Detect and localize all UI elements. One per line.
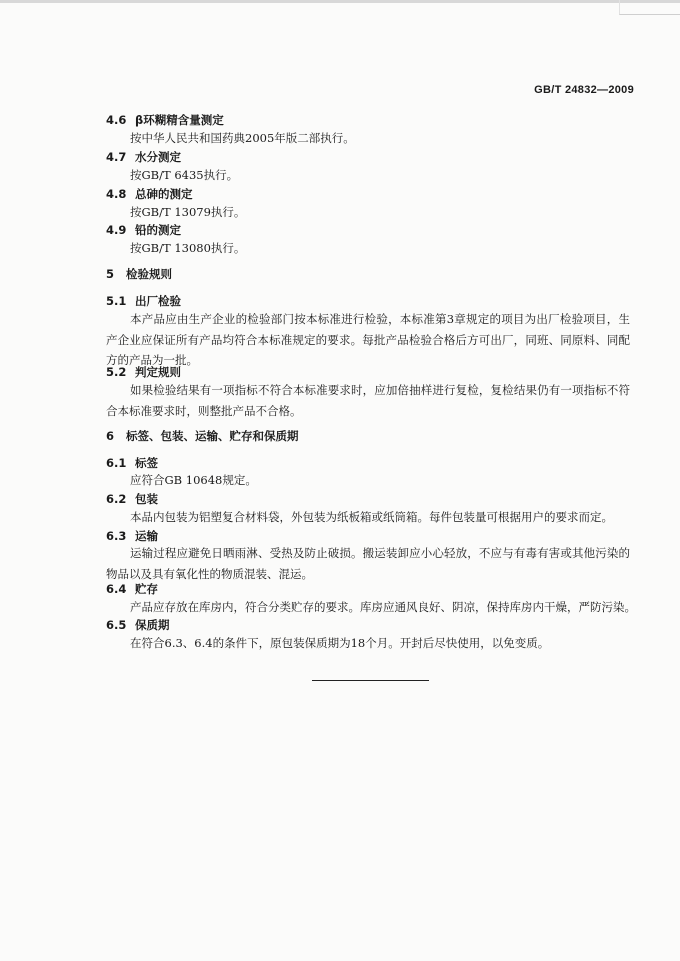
clause-number: 6.4	[106, 582, 127, 596]
standard-code: GB/T 24832—2009	[534, 84, 634, 96]
clause-title: β环糊精含量测定	[135, 113, 224, 127]
clause-number: 5.2	[106, 365, 127, 379]
clause-number: 6.3	[106, 529, 127, 543]
clause-heading-4-6	[106, 112, 224, 128]
clause-title: 贮存	[135, 582, 158, 596]
clause-number: 6.1	[106, 456, 127, 470]
clause-number: 4.8	[106, 187, 127, 201]
section-heading-6	[106, 428, 299, 444]
end-rule	[312, 680, 429, 681]
clause-title: 标签	[135, 456, 158, 470]
clause-number: 5.1	[106, 294, 127, 308]
section-title: 检验规则	[126, 267, 172, 281]
clause-title: 包装	[135, 492, 158, 506]
clause-body-4-6: 按中华人民共和国药典2005年版二部执行。	[130, 131, 355, 145]
clause-number: 4.6	[106, 113, 127, 127]
section-heading-5	[106, 266, 172, 282]
clause-number: 4.9	[106, 223, 127, 237]
clause-heading-6-1	[106, 455, 158, 471]
section-title: 标签、包装、运输、贮存和保质期	[126, 429, 299, 443]
clause-body-6-5: 在符合6.3、6.4的条件下，原包装保质期为18个月。开封后尽快使用，以免变质。	[130, 636, 550, 650]
clause-heading-5-2	[106, 364, 181, 380]
clause-body-5-2: 如果检验结果有一项指标不符合本标准要求时，应加倍抽样进行复检，复检结果仍有一项指标不符合本标准要求时，则整批产品不合格。	[106, 383, 630, 418]
page-edge	[0, 0, 680, 3]
clause-number: 6.2	[106, 492, 127, 506]
clause-heading-4-7	[106, 149, 181, 165]
clause-title: 运输	[135, 529, 158, 543]
clause-heading-4-9	[106, 222, 181, 238]
clause-title: 出厂检验	[135, 294, 181, 308]
section-number: 5	[106, 267, 115, 281]
clause-body-4-8: 按GB/T 13079执行。	[130, 205, 246, 219]
clause-body-4-9: 按GB/T 13080执行。	[130, 241, 246, 255]
section-number: 6	[106, 429, 115, 443]
clause-title: 水分测定	[135, 150, 181, 164]
clause-heading-6-4	[106, 581, 158, 597]
clause-title: 总砷的测定	[135, 187, 193, 201]
clause-heading-5-1	[106, 293, 181, 309]
clause-heading-6-2	[106, 491, 158, 507]
clause-body-6-1: 应符合GB 10648规定。	[130, 473, 257, 487]
clause-body-6-2: 本品内包装为铝塑复合材料袋，外包装为纸板箱或纸筒箱。每件包装量可根据用户的要求而定。	[130, 510, 613, 524]
clause-body-4-7: 按GB/T 6435执行。	[130, 168, 239, 182]
clause-title: 保质期	[135, 618, 170, 632]
clause-number: 4.7	[106, 150, 127, 164]
clause-heading-6-5	[106, 617, 170, 633]
clause-body-6-4: 产品应存放在库房内，符合分类贮存的要求。库房应通风良好、阴凉，保持库房内干燥，严防污染。	[130, 600, 636, 614]
clause-title: 判定规则	[135, 365, 181, 379]
clause-title: 铅的测定	[135, 223, 181, 237]
clause-body-5-1: 本产品应由生产企业的检验部门按本标准进行检验，本标准第3章规定的项目为出厂检验项目，生产企业应保证所有产品均符合本标准规定的要求。每批产品检验合格后方可出厂，同班、同原料、同配方的产品为一批。	[106, 312, 630, 367]
clause-heading-4-8	[106, 186, 193, 202]
clause-heading-6-3	[106, 528, 158, 544]
clause-body-6-3: 运输过程应避免日晒雨淋、受热及防止破损。搬运装卸应小心轻放，不应与有毒有害或其他污染的物品以及具有氧化性的物质混装、混运。	[106, 546, 630, 581]
clause-number: 6.5	[106, 618, 127, 632]
page-corner-mark	[619, 0, 680, 15]
